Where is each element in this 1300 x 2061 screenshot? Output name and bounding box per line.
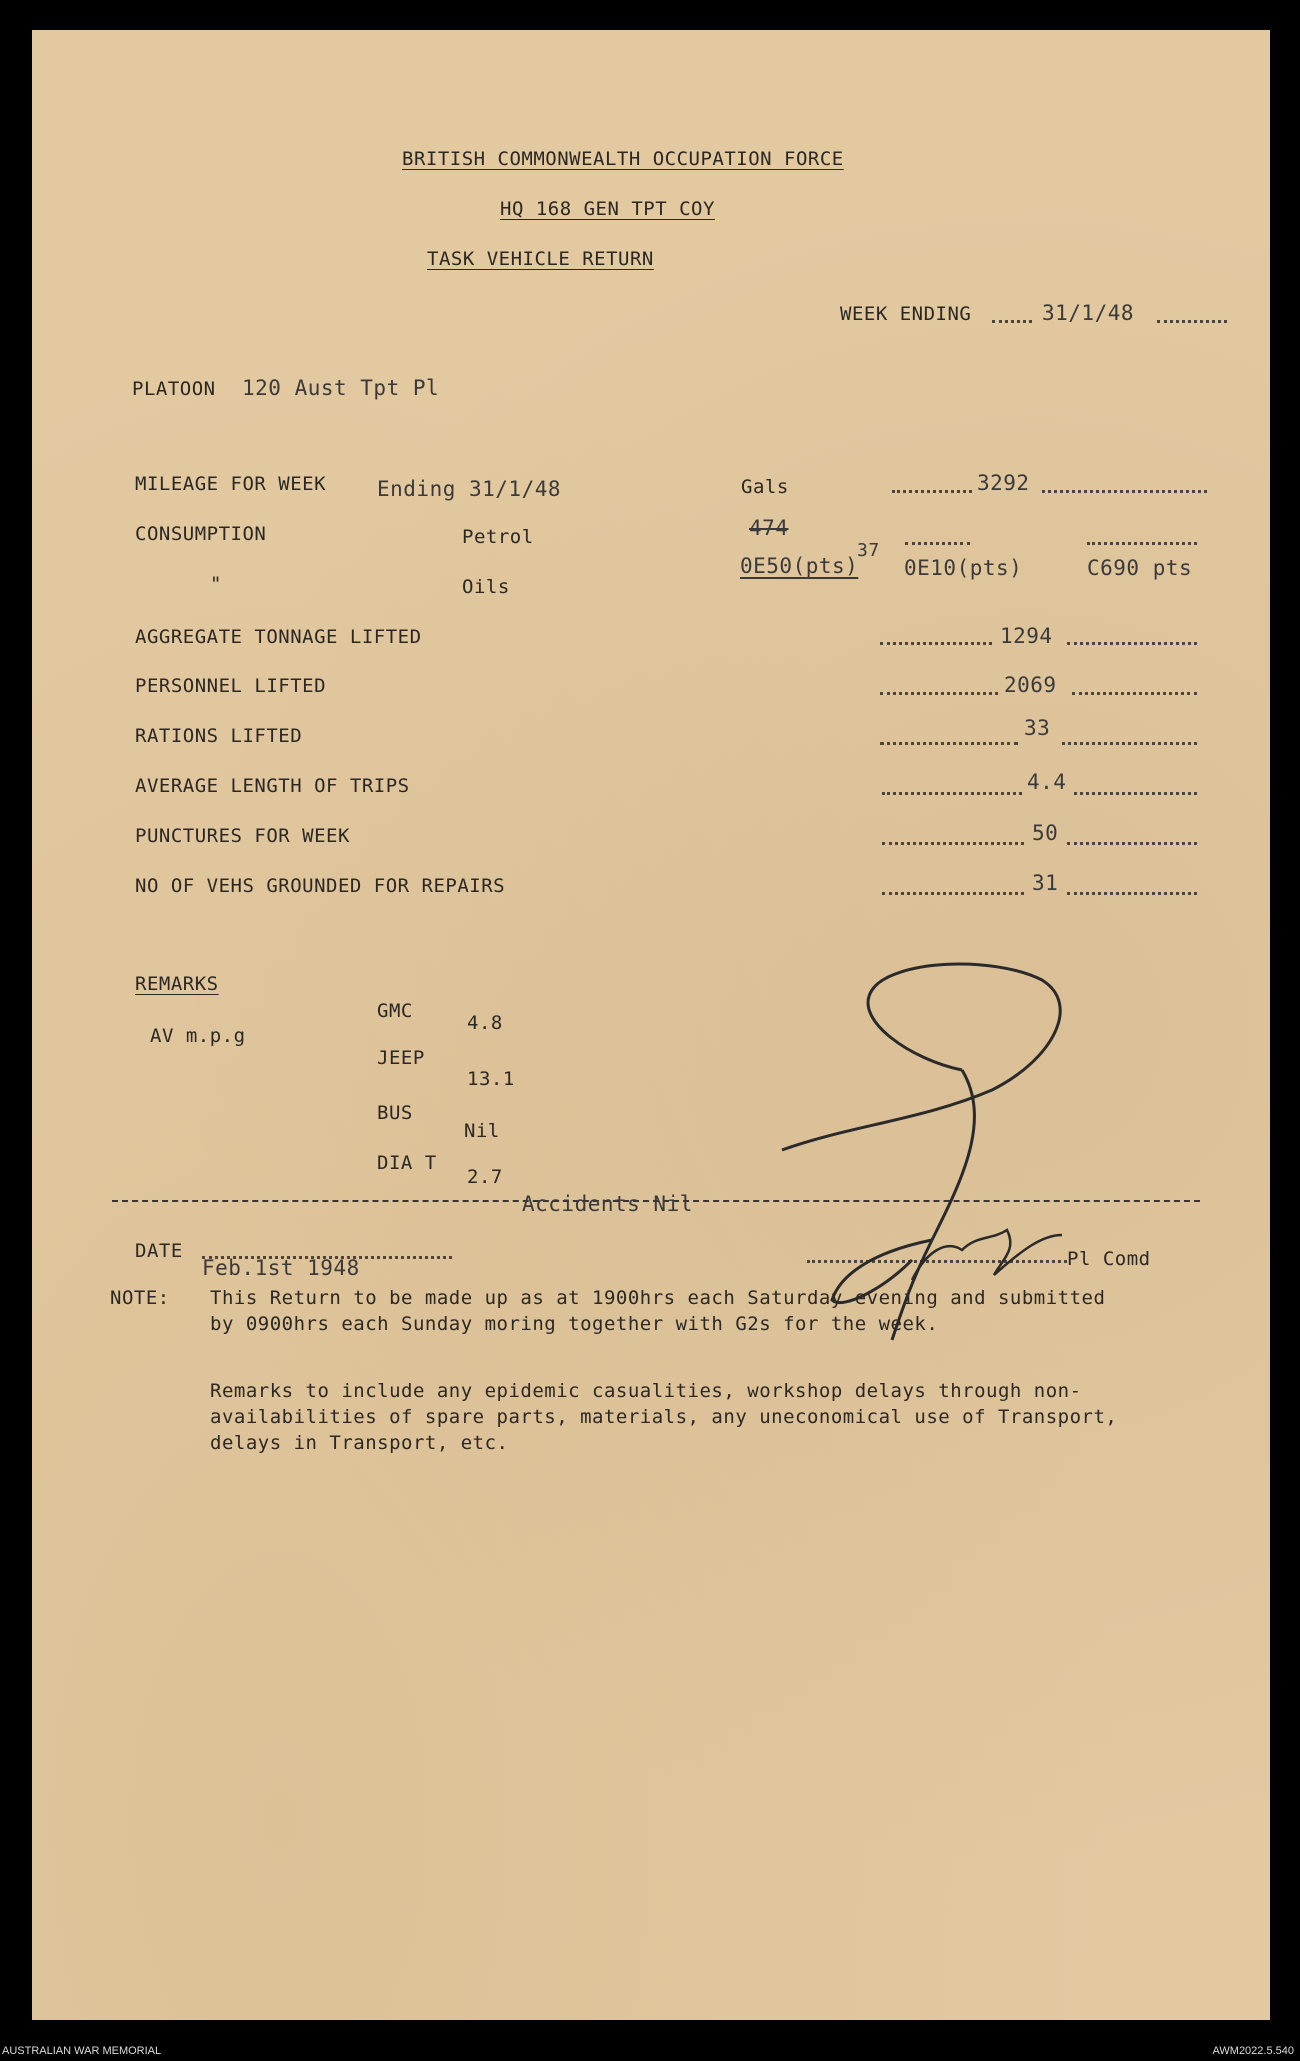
document-page bbox=[32, 30, 1270, 2020]
oil-value-1: 0E50(pts) bbox=[740, 554, 859, 578]
header-line-3: TASK VEHICLE RETURN bbox=[427, 248, 654, 270]
dot-leader bbox=[1067, 642, 1197, 645]
note-para2-line-1: Remarks to include any epidemic casualities, workshop delays through non- bbox=[210, 1380, 1082, 1402]
dot-leader bbox=[905, 542, 970, 545]
platoon-value: 120 Aust Tpt Pl bbox=[242, 376, 440, 400]
remark-value-1: 4.8 bbox=[467, 1012, 503, 1034]
remark-value-3: Nil bbox=[464, 1120, 500, 1142]
row-mid-petrol: Petrol bbox=[462, 526, 534, 548]
note-line-1: This Return to be made up as at 1900hrs each Saturday evening and submitted bbox=[210, 1287, 1106, 1309]
remark-name-2: JEEP bbox=[377, 1047, 425, 1069]
week-ending-value: 31/1/48 bbox=[1042, 301, 1135, 325]
remark-name-4: DIA T bbox=[377, 1152, 437, 1174]
remarks-sub: AV m.p.g bbox=[150, 1025, 246, 1047]
week-ending-label: WEEK ENDING bbox=[840, 303, 972, 325]
remark-name-1: GMC bbox=[377, 1000, 413, 1022]
petrol-value: 474 bbox=[749, 516, 789, 540]
header-line-1: BRITISH COMMONWEALTH OCCUPATION FORCE bbox=[402, 148, 844, 170]
gals-unit: Gals bbox=[741, 476, 789, 498]
row-value-grounded: 31 bbox=[1032, 871, 1059, 895]
dot-leader bbox=[992, 320, 1032, 323]
row-value-personnel: 2069 bbox=[1004, 673, 1057, 697]
dot-leader bbox=[880, 742, 1018, 745]
note-line-2: by 0900hrs each Sunday moring together with G2s for the week. bbox=[210, 1313, 939, 1335]
row-label-grounded: NO OF VEHS GROUNDED FOR REPAIRS bbox=[135, 875, 506, 897]
dot-leader bbox=[1062, 742, 1197, 745]
date-value: Feb.1st 1948 bbox=[202, 1256, 360, 1280]
dot-leader bbox=[880, 692, 998, 695]
row-label-average-length: AVERAGE LENGTH OF TRIPS bbox=[135, 775, 410, 797]
signature-mark bbox=[762, 950, 1082, 1370]
platoon-label: PLATOON bbox=[132, 378, 216, 400]
row-label-mileage: MILEAGE FOR WEEK bbox=[135, 473, 327, 495]
header-line-2: HQ 168 GEN TPT COY bbox=[500, 198, 715, 220]
dot-leader bbox=[1042, 490, 1207, 493]
dot-leader bbox=[1067, 892, 1197, 895]
note-para2-line-3: delays in Transport, etc. bbox=[210, 1432, 509, 1454]
dot-leader bbox=[892, 490, 972, 493]
row-label-personnel: PERSONNEL LIFTED bbox=[135, 675, 327, 697]
dot-leader bbox=[1157, 320, 1227, 323]
row-label-punctures: PUNCTURES FOR WEEK bbox=[135, 825, 350, 847]
dot-leader bbox=[1067, 842, 1197, 845]
footer-right: AWM2022.5.540 bbox=[1212, 2045, 1294, 2057]
dot-leader bbox=[880, 642, 992, 645]
row-value-punctures: 50 bbox=[1032, 821, 1059, 845]
row-value-rations: 33 bbox=[1024, 716, 1051, 740]
dot-leader bbox=[1072, 692, 1197, 695]
oil-note: 37 bbox=[857, 540, 880, 561]
row-mid-mileage: Ending 31/1/48 bbox=[377, 477, 562, 501]
dot-leader bbox=[1087, 542, 1197, 545]
row-label-rations: RATIONS LIFTED bbox=[135, 725, 303, 747]
row-value-tonnage: 1294 bbox=[1000, 624, 1053, 648]
row-label-tonnage: AGGREGATE TONNAGE LIFTED bbox=[135, 626, 422, 648]
remarks-title: REMARKS bbox=[135, 973, 219, 995]
row-label-ditto: " bbox=[210, 573, 222, 595]
note-para2-line-2: availabilities of spare parts, materials, any uneconomical use of Transport, bbox=[210, 1406, 1118, 1428]
note-label: NOTE: bbox=[110, 1287, 170, 1309]
dot-leader bbox=[882, 792, 1022, 795]
oil-value-3: C690 pts bbox=[1087, 556, 1193, 580]
pl-comd-label: Pl Comd bbox=[1067, 1248, 1151, 1270]
row-label-consumption: CONSUMPTION bbox=[135, 523, 267, 545]
remark-value-2: 13.1 bbox=[467, 1068, 515, 1090]
oil-value-2: 0E10(pts) bbox=[904, 556, 1023, 580]
row-value-mileage: 3292 bbox=[977, 471, 1030, 495]
dot-leader bbox=[1074, 792, 1197, 795]
row-mid-oils: Oils bbox=[462, 576, 510, 598]
row-value-average-length: 4.4 bbox=[1027, 770, 1067, 794]
remark-value-4: 2.7 bbox=[467, 1166, 503, 1188]
accidents-text: Accidents Nil bbox=[522, 1192, 693, 1216]
remark-name-3: BUS bbox=[377, 1102, 413, 1124]
footer-left: AUSTRALIAN WAR MEMORIAL bbox=[2, 2045, 162, 2057]
date-label: DATE bbox=[135, 1240, 183, 1262]
dot-leader bbox=[882, 892, 1024, 895]
dot-leader bbox=[882, 842, 1024, 845]
